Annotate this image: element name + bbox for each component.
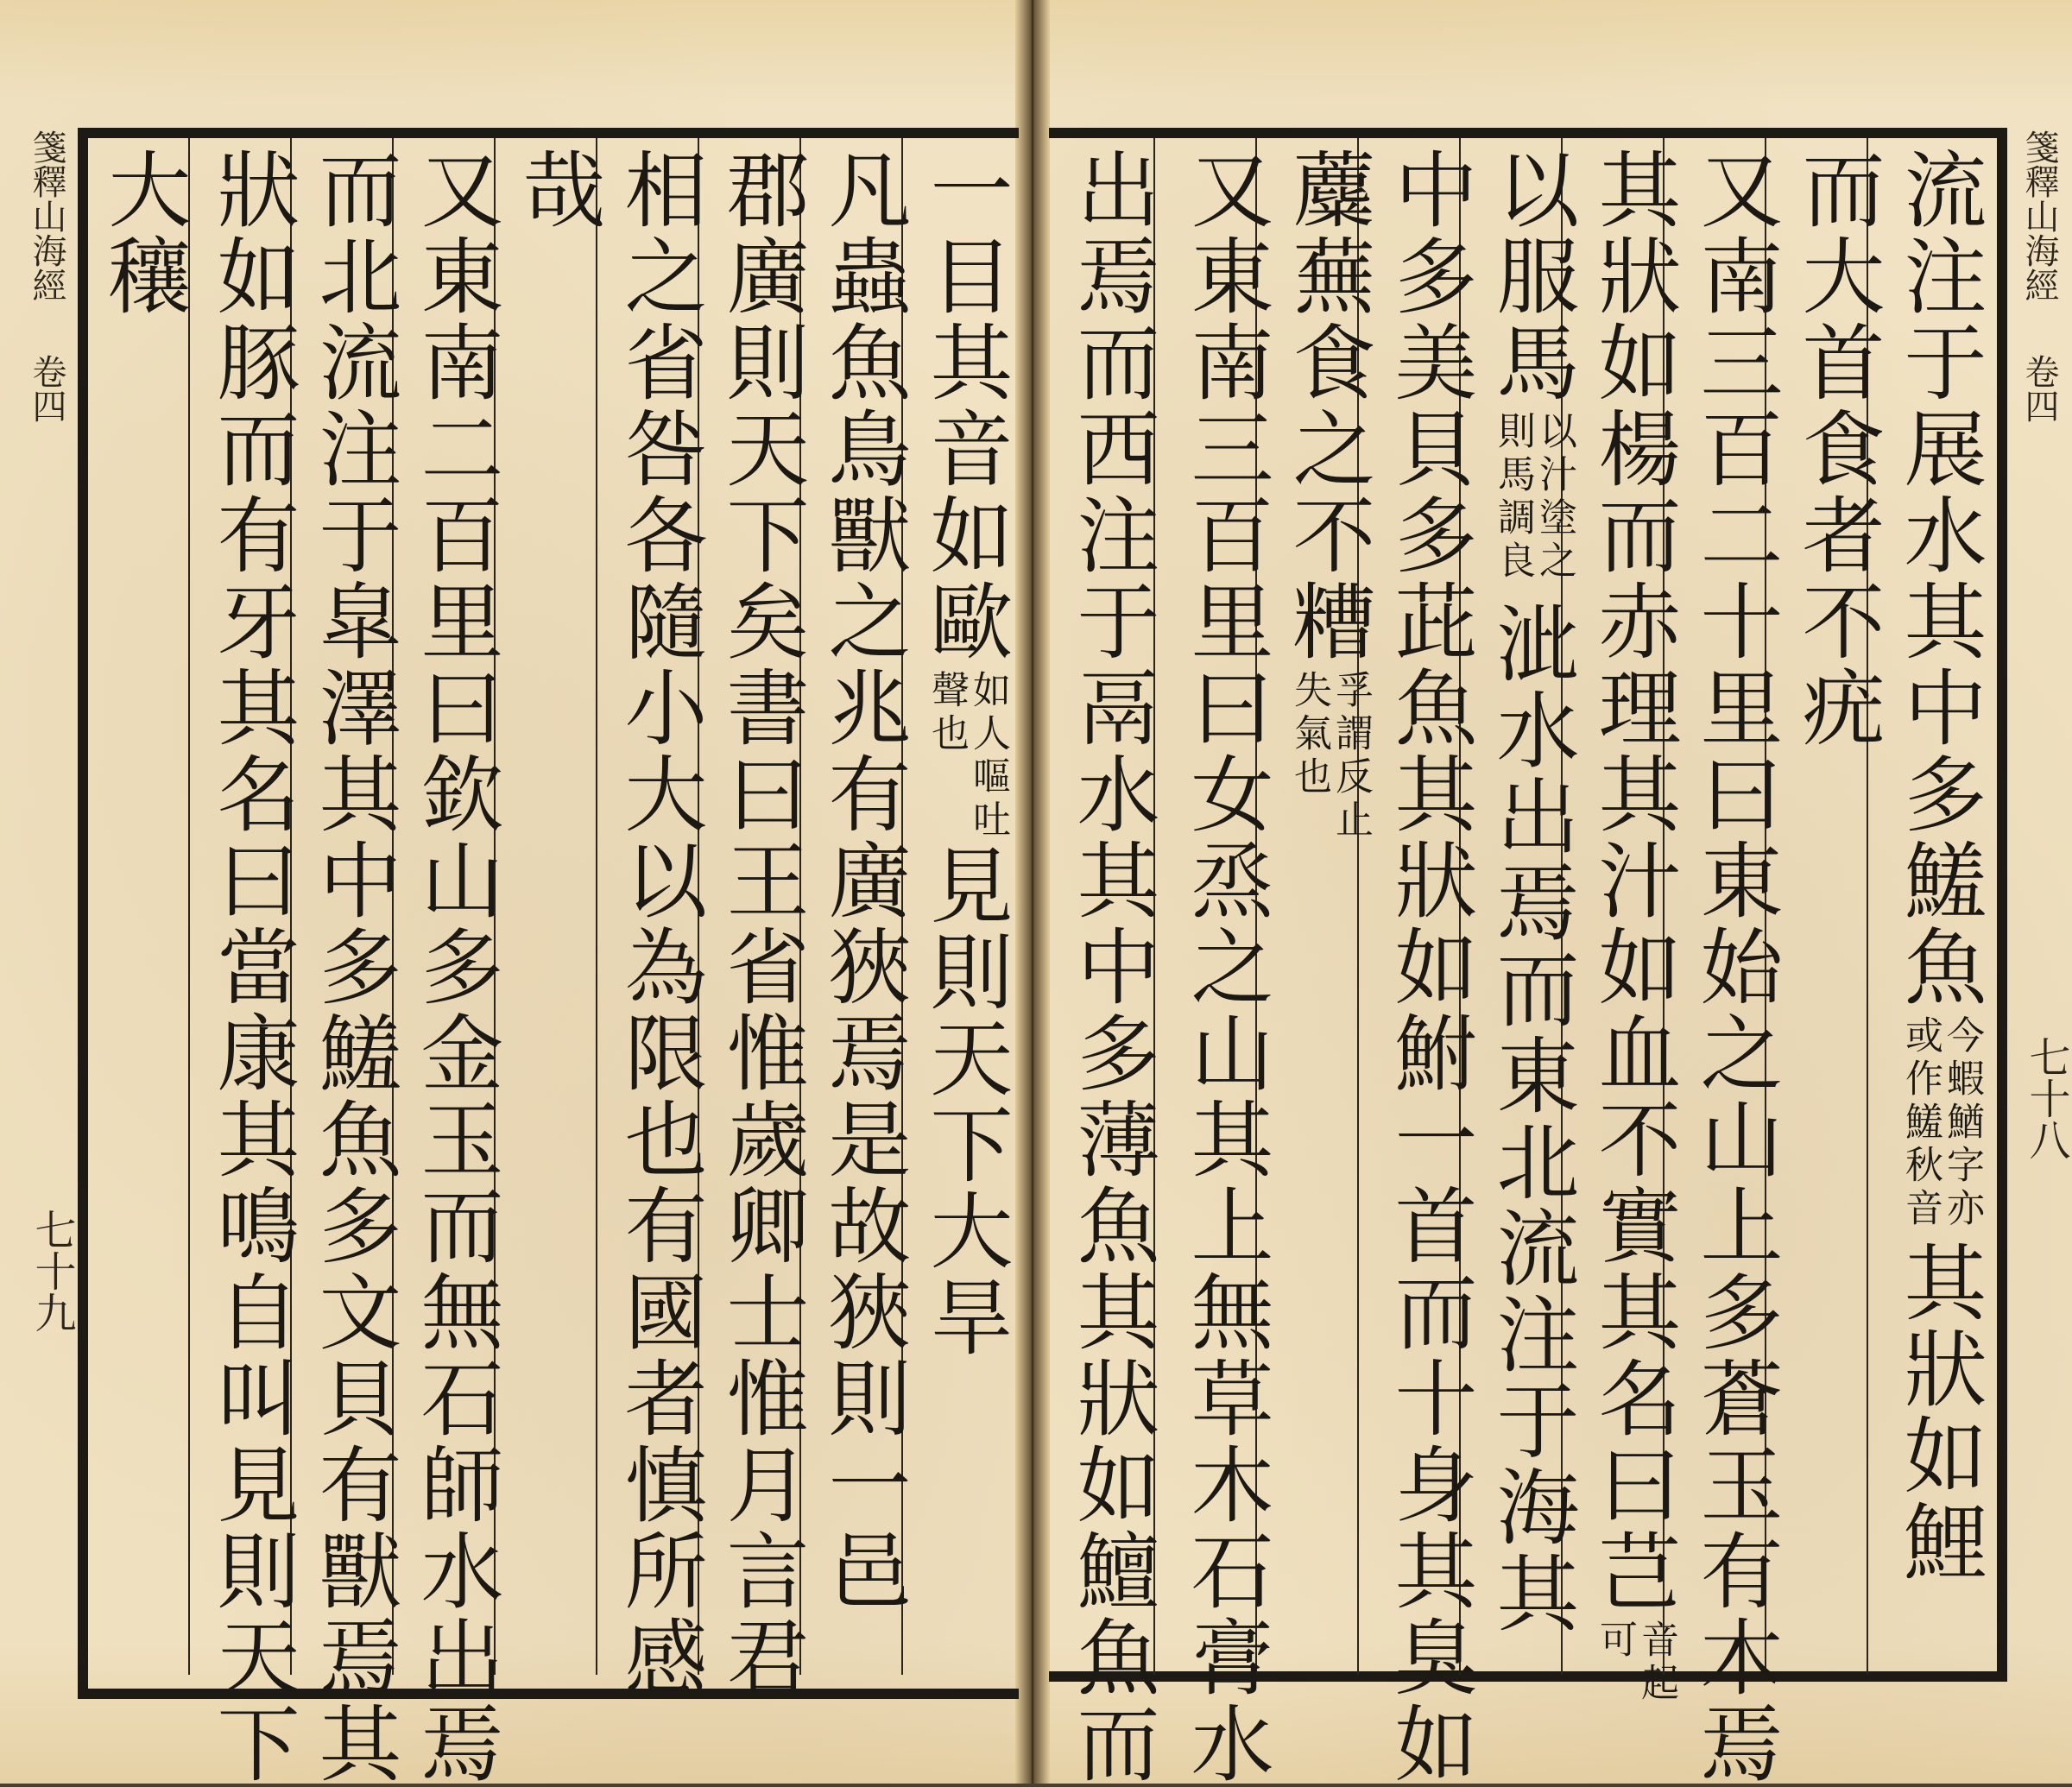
text-column [204,147,300,1787]
text-column [1483,147,1580,1637]
column-text: 郡廣則天下矣書曰王省惟歲卿士惟月言君 [713,147,810,1701]
column-text: 大穰 [95,147,192,319]
text-column [1687,147,1784,1787]
column-text-continued: 見則天下大旱 [917,843,1014,1361]
margin-book-title: 箋釋山海經 [2019,129,2059,302]
column-text: 而大首食者不疣 [1789,147,1886,751]
annotation-note: 如人嘔吐聲也 [925,670,1010,843]
text-column [713,147,810,1701]
book-gutter [1015,0,1050,1784]
text-column [1381,147,1478,1787]
right-folio: 七十八 [2022,1036,2070,1160]
column-text: 又東南三百里曰女烝之山其上無草木石膏水 [1178,147,1274,1787]
text-column [95,147,192,319]
column-text: 一目其音如歐 [917,147,1014,665]
margin-juan: 卷四 [2019,354,2059,423]
column-text: 而北流注于皐澤其中多鱃魚多文貝有獸焉其 [306,147,402,1787]
column-text: 相之省咎各隨小大以為限也有國者慎所感 [611,147,708,1701]
annotation-note: 以汁塗之則馬調良 [1491,411,1576,584]
column-text-continued: 泚水出焉而東北流注于海其 [1483,601,1580,1637]
column-text: 中多美貝多茈魚其狀如鮒一首而十身其臭如 [1381,147,1478,1787]
text-column [306,147,402,1787]
text-column [917,147,1014,1361]
annotation-note: 音起可 [1593,1620,1678,1706]
column-text: 凡蟲魚鳥獸之兆有廣狹焉是故狹則一邑 [815,147,912,1614]
left-margin-title [19,129,74,423]
column-rule [188,138,190,1675]
text-column [1891,147,1987,1585]
column-text: 又南三百二十里曰東始之山上多蒼玉有木焉 [1687,147,1784,1787]
text-column [1064,147,1160,1787]
column-text: 其狀如楊而赤理其汁如血不實其名曰芑 [1585,147,1682,1614]
column-text: 又東南二百里曰欽山多金玉而無石師水出焉 [407,147,504,1787]
text-column [815,147,912,1614]
text-column [1789,147,1886,751]
text-column [1178,147,1274,1787]
column-text: 出焉而西注于鬲水其中多薄魚其狀如鱣魚而 [1064,147,1160,1787]
column-text: 哉 [509,147,606,233]
column-text: 流注于展水其中多鱃魚 [1891,147,1987,1010]
column-rule [596,138,597,1675]
column-text-continued: 其狀如鯉 [1891,1240,1987,1585]
text-column [407,147,504,1787]
margin-book-title: 箋釋山海經 [27,129,66,302]
annotation-note: 今蝦鰌字亦或作鱃秋音 [1898,1015,1984,1231]
text-column [611,147,708,1701]
column-text: 狀如豚而有牙其名曰當康其鳴自叫見則天下 [204,147,300,1787]
column-text: 蘪蕪食之不糟 [1279,147,1376,665]
right-margin-title [2012,129,2067,423]
margin-juan: 卷四 [27,354,66,423]
annotation-note: 孚謂反止失氣也 [1287,670,1373,843]
left-folio: 七十九 [28,1209,76,1333]
text-column [509,147,606,233]
column-text: 以服馬 [1483,147,1580,406]
text-column [1585,147,1682,1740]
text-column [1279,147,1376,843]
